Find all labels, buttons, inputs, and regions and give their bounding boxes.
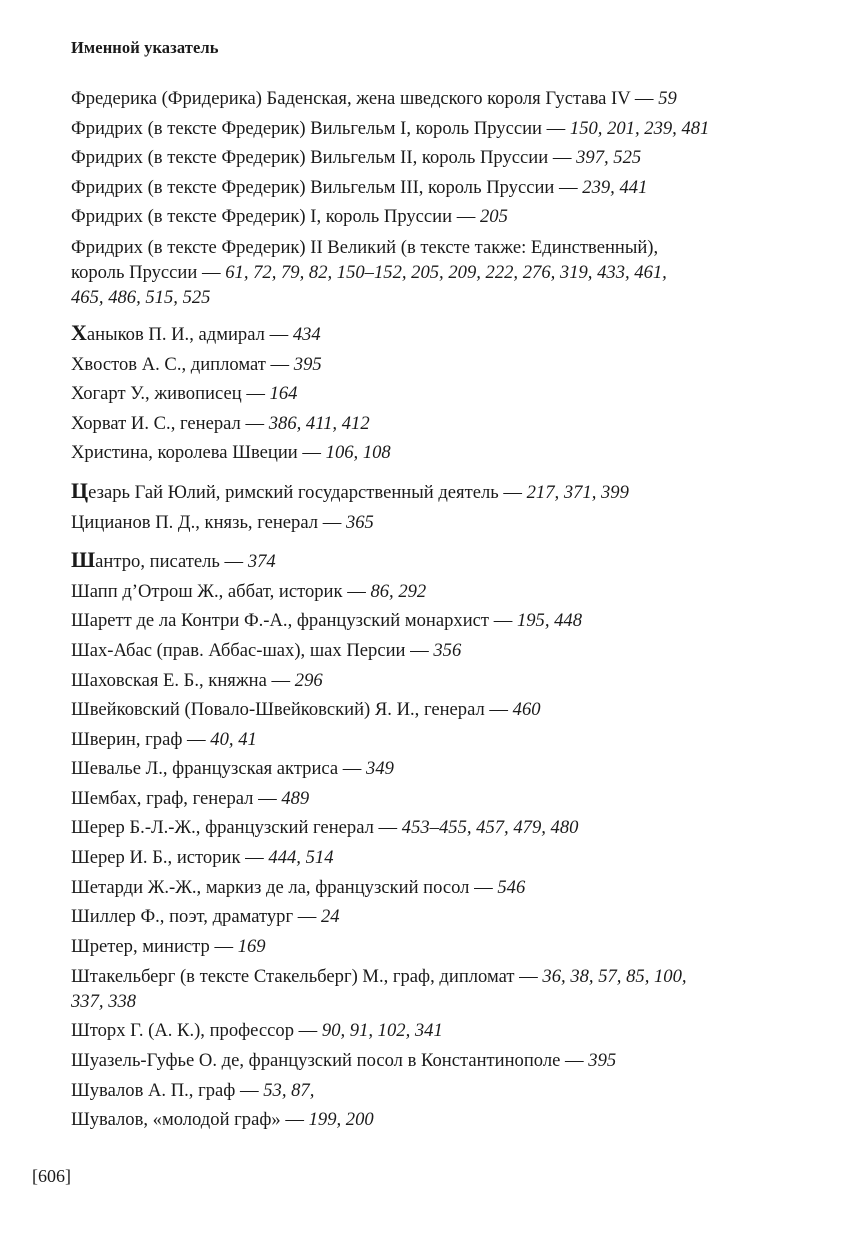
entry-name: Хвостов А. С., дипломат — [71,353,294,375]
entry-pages: 86, 292 [370,580,427,602]
index-entry [71,784,791,814]
index-entry [71,476,791,508]
entry-name: Шаховская Е. Б., княжна — [71,669,295,691]
entry-name: Хорват И. С., генерал — [71,412,269,434]
index-entry [71,202,791,232]
entry-name: Цицианов П. Д., князь, генерал — [71,511,346,533]
entry-pages: 356 [433,639,462,661]
entry-pages: 106, 108 [325,442,391,464]
entry-pages: 349 [366,758,394,780]
index-entry [71,577,791,607]
index-entry [71,843,791,873]
entry-name: Шетарди Ж.-Ж., маркиз де ла, французский посол — [71,876,498,898]
entry-pages: 386, 411, 412 [268,412,370,434]
index-entry [71,350,791,380]
entry-name: Фридрих (в тексте Фредерик) I, король Пруссии — [71,206,480,228]
index-entry [71,173,791,203]
entry-name: Фредерика (Фридерика) Баденская, жена шведского короля Густава IV — [71,88,659,109]
index-entry [71,754,791,784]
entry-name: Шувалов, «молодой граф» — [71,1109,309,1131]
entry-pages: 150, 201, 239, 481 [569,117,710,139]
name-index [71,84,791,1135]
entry-pages: 164 [269,383,298,405]
entry-name: Шиллер Ф., поэт, драматург — [71,906,321,928]
index-entry [71,318,791,350]
entry-pages-continued: 337, 338 [71,991,137,1013]
entry-pages: 460 [512,699,541,721]
entry-continuation [71,260,791,285]
running-header: Именной указатель [71,38,219,57]
entry-pages: 489 [281,787,310,809]
index-entry [71,1105,791,1135]
entry-name: Шувалов А. П., граф — [71,1079,264,1101]
entry-pages: 434 [292,323,321,345]
entry-pages: 546 [497,876,526,898]
entry-name: Шверин, граф — [71,728,211,750]
entry-name: Шерер И. Б., историк — [71,847,269,869]
index-entry [71,84,791,114]
index-entry [71,666,791,696]
entry-name: антро, писатель — [95,551,248,573]
entry-pages: 205 [479,206,508,228]
entry-pages: 199, 200 [308,1109,374,1131]
index-entry [71,902,791,932]
entry-pages: 24 [321,906,340,928]
index-entry [71,932,791,962]
entry-pages: 365 [345,511,374,533]
entry-name: Шембах, граф, генерал — [71,787,282,809]
index-entry [71,1076,791,1106]
index-entry [71,438,791,468]
entry-pages: 453–455, 457, 479, 480 [401,817,579,839]
index-entry [71,545,791,577]
section-initial: Ш [71,547,96,573]
entry-name-continued: король Пруссии — [71,261,226,283]
entry-name: Штакельберг (в тексте Стакельберг) М., граф, дипломат — [71,966,543,988]
entry-pages: 395 [588,1050,617,1072]
entry-pages: 90, 91, 102, 341 [321,1020,443,1042]
entry-name: Шах-Абас (прав. Аббас-шах), шах Персии — [71,639,434,661]
index-entry [71,964,791,1014]
entry-name: Хогарт У., живописец — [71,383,270,405]
index-entry [71,606,791,636]
index-entry [71,1046,791,1076]
entry-pages: 169 [237,935,266,957]
index-entry [71,813,791,843]
index-entry [71,409,791,439]
entry-name: Шевалье Л., французская актриса — [71,758,367,780]
entry-name: Шуазель-Гуфье О. де, французский посол в Константинополе — [71,1050,589,1072]
index-entry [71,508,791,538]
entry-name: Фридрих (в тексте Фредерик) Вильгельм III, король Пруссии — [71,176,583,198]
entry-pages: 195, 448 [516,610,583,632]
index-entry [71,636,791,666]
entry-pages: 296 [294,669,323,691]
index-entry [71,379,791,409]
page-number: [606] [32,1166,71,1186]
section-initial: Ц [71,477,89,503]
index-entry [71,873,791,903]
entry-name: Фридрих (в тексте Фредерик) Вильгельм I, король Пруссии — [71,117,570,139]
section-initial: Х [71,319,87,345]
index-entry [71,725,791,755]
entry-name: Фридрих (в тексте Фредерик) Вильгельм II, король Пруссии — [71,147,577,169]
entry-line [71,964,791,989]
entry-name: Шапп д’Отрош Ж., аббат, историк — [71,580,371,602]
entry-pages: 374 [247,551,276,573]
entry-name: Шаретт де ла Контри Ф.-А., французский монархист — [71,610,517,632]
entry-pages: 239, 441 [582,176,648,198]
entry-pages: 53, 87, [263,1079,315,1101]
index-entry [71,1016,791,1046]
entry-pages-continued: 465, 486, 515, 525 [71,286,211,308]
entry-pages: 61, 72, 79, 82, 150–152, 205, 209, 222, 276, 319, 433, 461, [225,261,667,283]
entry-name: аныков П. И., адмирал — [86,323,293,345]
entry-name: Христина, королева Швеции — [71,442,326,464]
entry-name: Шерер Б.-Л.-Ж., французский генерал — [71,817,402,839]
entry-name: езарь Гай Юлий, римский государственный деятель — [88,481,527,503]
index-entry [71,114,791,144]
entry-name: Шторх Г. (А. К.), профессор — [71,1020,322,1042]
entry-name: Фридрих (в тексте Фредерик) II Великий (в тексте также: Единственный), [71,236,659,258]
entry-pages: 217, 371, 399 [526,481,629,503]
entry-name: Шретер, министр — [71,935,238,957]
entry-name: Швейковский (Повало-Швейковский) Я. И., генерал — [71,699,513,721]
index-entry [71,235,791,310]
entry-pages: 397, 525 [576,147,642,169]
entry-pages: 40, 41 [210,728,257,750]
entry-pages: 59 [658,88,677,109]
entry-pages: 395 [293,353,322,375]
index-entry [71,143,791,173]
index-entry [71,695,791,725]
entry-pages: 444, 514 [268,847,334,869]
entry-pages: 36, 38, 57, 85, 100, [542,966,687,988]
